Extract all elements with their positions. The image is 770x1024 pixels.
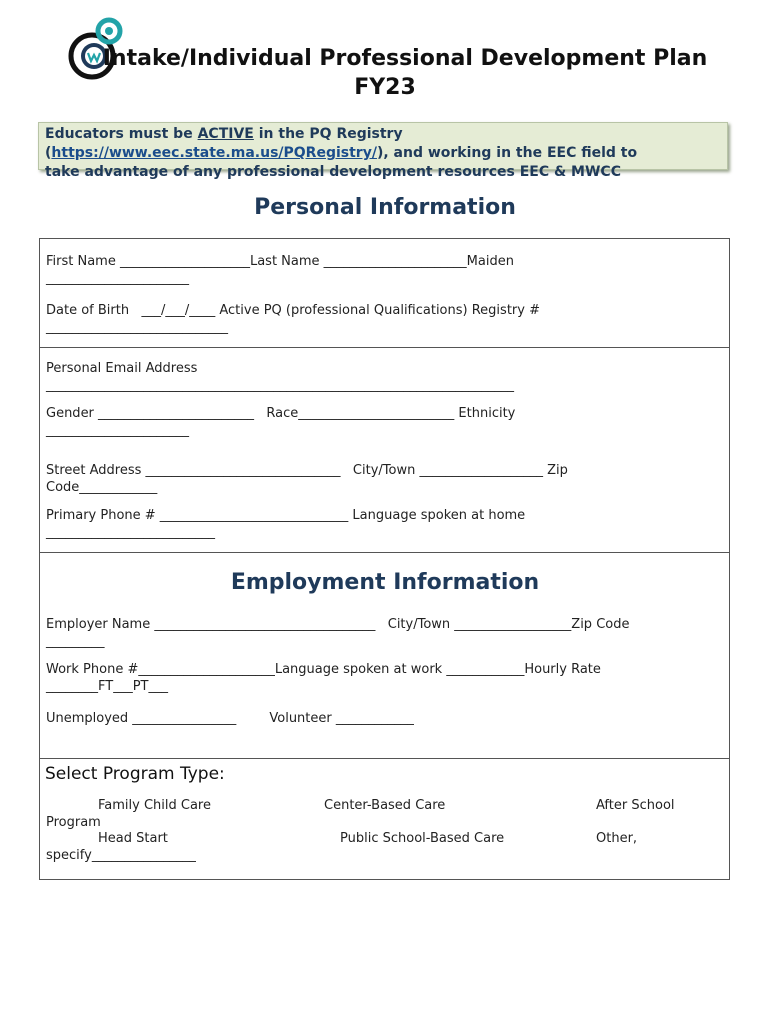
registry-number-field[interactable]: ____________________________ [46,320,228,335]
title-line-2: FY23 [354,75,416,100]
option-after-school[interactable] [586,797,675,814]
home-language-field[interactable]: __________________________ [46,525,215,540]
notice-text-2: in the PQ Registry [253,126,403,142]
dob-registry-fields[interactable]: Date of Birth ___/___/____ Active PQ (professional Qualifications) Registry # [46,303,540,318]
notice-active: ACTIVE [197,126,254,142]
option-label: After School [596,798,675,813]
option-label: Family Child Care [98,798,211,813]
select-program-type-heading: Select Program Type: [45,764,225,784]
notice-text-4: take advantage of any professional development resources EEC & MWCC [45,164,621,180]
personal-information-heading: Personal Information [254,195,516,220]
notice-text-3: ), and working in the EEC field to [376,145,638,161]
maiden-field[interactable]: ______________________ [46,271,189,286]
ethnicity-field[interactable]: ______________________ [46,423,189,438]
email-field[interactable]: ________________________________________________________________________ [46,378,514,393]
notice-paren: ( [45,145,52,161]
email-label: Personal Email Address [46,361,198,376]
work-phone-fields[interactable]: Work Phone #_____________________Language spoken at work ____________Hourly Rate [46,662,601,677]
other-specify-field[interactable]: specify________________ [46,848,196,863]
option-family-child-care[interactable] [88,797,211,814]
gender-race-fields[interactable]: Gender ________________________ Race________________________ Ethnicity [46,406,516,421]
title-line-1: Intake/Individual Professional Development Plan [102,46,708,71]
document-title [0,44,770,102]
unemployed-volunteer-fields[interactable]: Unemployed ________________ Volunteer ____________ [46,711,414,726]
after-school-wrap: Program [46,815,101,830]
option-head-start[interactable] [88,830,168,847]
option-label: Center-Based Care [324,798,446,813]
option-label: Head Start [98,831,168,846]
phone-language-fields[interactable]: Primary Phone # _____________________________ Language spoken at home [46,508,526,523]
pq-registry-link[interactable]: https://www.eec.state.ma.us/PQRegistry/ [51,145,377,161]
option-label: Public School-Based Care [340,831,505,846]
option-center-based-care[interactable] [314,797,445,814]
name-fields[interactable]: First Name ____________________Last Name ______________________Maiden [46,254,514,269]
option-other[interactable] [586,830,637,847]
address-city-fields[interactable]: Street Address ______________________________ City/Town ___________________ Zip [46,463,568,478]
option-label: Other, [596,831,638,846]
employment-information-heading: Employment Information [230,570,540,595]
hourly-rate-field[interactable]: ________FT___PT___ [46,679,168,694]
employer-zip-field[interactable]: _________ [46,634,105,649]
option-public-school-based-care[interactable] [330,830,504,847]
registry-notice [38,122,728,180]
employer-fields[interactable]: Employer Name __________________________________ City/Town __________________Zip Code [46,617,630,632]
notice-text-1: Educators must be [45,126,198,142]
zip-code-field[interactable]: Code____________ [46,480,158,495]
